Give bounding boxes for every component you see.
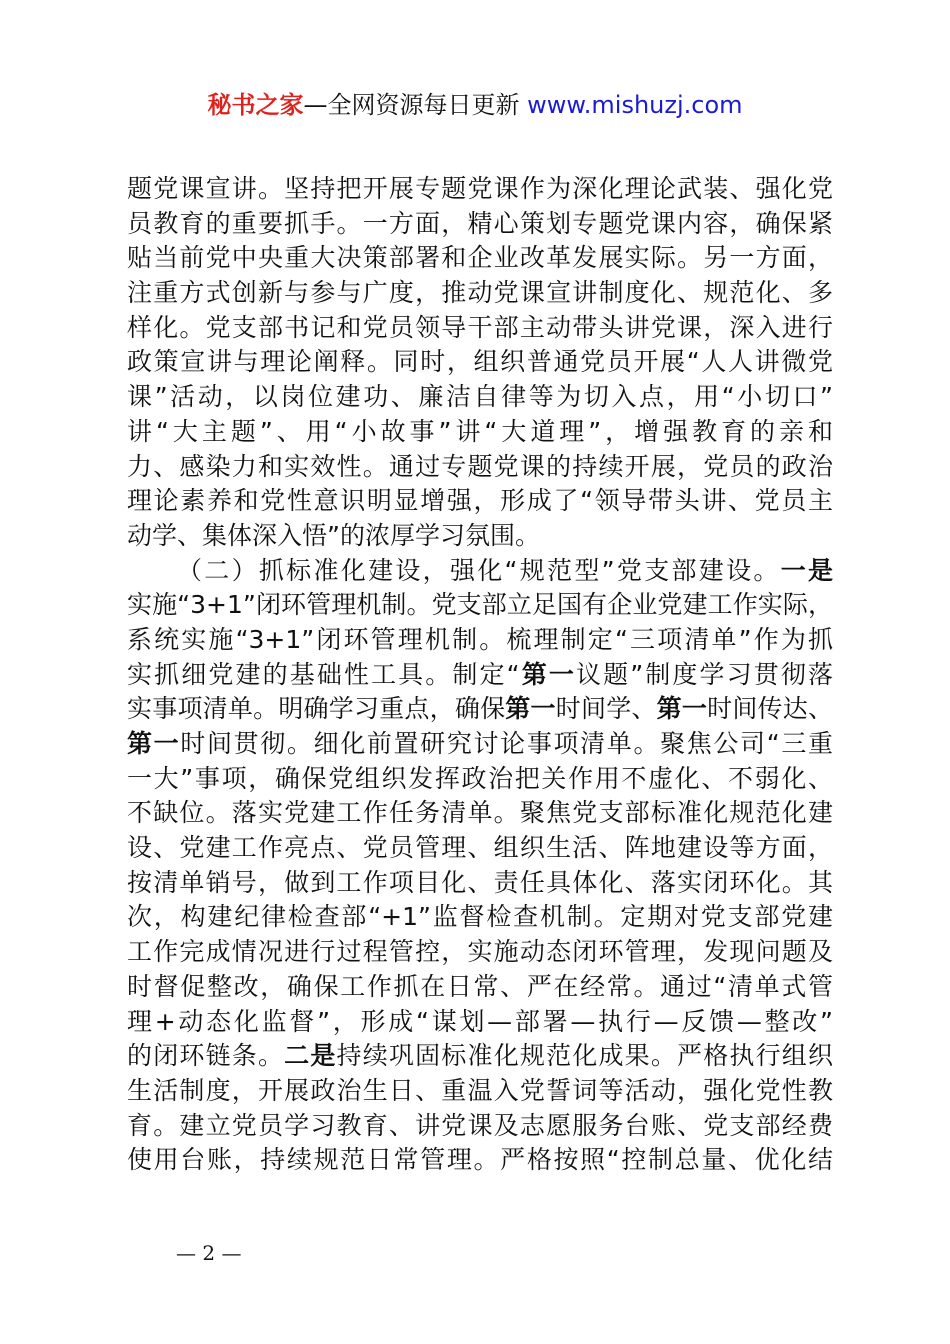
text-line [127,1039,833,1074]
section-heading-line [127,554,833,589]
text-span: 的闭环链条。 [127,1041,285,1071]
text-line: 不缺位。落实党建工作任务清单。聚焦党支部标准化规范化建 [127,798,833,828]
text-line [127,692,833,727]
text-line: 设、党建工作亮点、党员管理、组织生活、阵地建设等方面， [127,833,833,863]
text-span: 实事项清单。明确学习重点，确保 [127,694,506,724]
text-line: 员教育的重要抓手。一方面，精心策划专题党课内容，确保紧 [127,208,833,238]
text-line: 注重方式创新与参与广度，推动党课宣讲制度化、规范化、多 [127,278,833,308]
section-heading: （二）抓标准化建设，强化“规范型”党支部建设。 [177,555,781,585]
text-line: 生活制度，开展政治生日、重温入党誓词等活动，强化党性教 [127,1075,833,1105]
bold-marker: 第一 [127,729,181,758]
text-line: 理论素养和党性意识明显增强，形成了“领导带头讲、党员主 [127,486,833,516]
page-number: — 2 — [176,1241,242,1265]
bold-marker: 第一 [505,694,556,724]
paragraph-1 [127,172,833,554]
text-span: 时间学、 [555,694,657,724]
bold-marker: 第一 [519,659,576,689]
bold-marker: 一是 [780,555,833,585]
text-line: 实施“3+1”闭环管理机制。党支部立足国有企业党建工作实际， [127,590,833,620]
header-tagline: —全网资源每日更新 [303,91,528,119]
text-line: 时督促整改，确保工作抓在日常、严在经常。通过“清单式管 [127,971,833,1001]
text-line [127,658,833,693]
document-body [127,172,833,1178]
text-line: 课”活动，以岗位建功、廉洁自律等为切入点，用“小切口” [127,382,833,412]
bold-marker: 二是 [284,1041,337,1071]
text-line: 按清单销号，做到工作项目化、责任具体化、落实闭环化。其 [127,867,833,897]
text-span: 实抓细党建的基础性工具。制定“ [127,659,520,689]
text-line: 系统实施“3+1”闭环管理机制。梳理制定“三项清单”作为抓 [127,624,833,654]
site-header [0,88,950,122]
header-brand: 秘书之家 [207,91,304,119]
text-span: 议题”制度学习贯彻落 [575,659,833,689]
text-span: 持续巩固标准化规范化成果。严格执行组织 [336,1041,833,1071]
text-line: 贴当前党中央重大决策部署和企业改革发展实际。另一方面， [127,243,833,273]
text-span: 时间贯彻。细化前置研究讨论事项清单。聚焦公司“三重 [180,729,833,758]
paragraph-2 [127,554,833,1178]
text-line: 工作完成情况进行过程管控，实施动态闭环管理，发现问题及 [127,937,833,967]
text-span: 时间传达、 [707,694,833,724]
text-line: 样化。党支部书记和党员领导干部主动带头讲党课，深入进行 [127,312,833,342]
text-line [127,727,833,762]
text-line: 次，构建纪律检查部“+1”监督检查机制。定期对党支部党建 [127,902,833,932]
text-line: 讲“大主题”、用“小故事”讲“大道理”，增强教育的亲和 [127,416,833,446]
text-line: 育。建立党员学习教育、讲党课及志愿服务台账、党支部经费 [127,1110,833,1140]
header-url-link[interactable]: www.mishuzj.com [527,91,743,119]
text-line: 政策宣讲与理论阐释。同时，组织普通党员开展“人人讲微党 [127,347,833,377]
text-line: 题党课宣讲。坚持把开展专题党课作为深化理论武装、强化党 [127,174,833,203]
text-line: 一大”事项，确保党组织发挥政治把关作用不虚化、不弱化、 [127,763,833,793]
text-line: 力、感染力和实效性。通过专题党课的持续开展，党员的政治 [127,451,833,481]
text-line: 动学、集体深入悟”的浓厚学习氛围。 [127,520,540,550]
bold-marker: 第一 [656,694,708,724]
text-line: 理+动态化监督”，形成“谋划—部署—执行—反馈—整改” [127,1006,833,1036]
text-line: 使用台账，持续规范日常管理。严格按照“控制总量、优化结 [127,1145,833,1175]
